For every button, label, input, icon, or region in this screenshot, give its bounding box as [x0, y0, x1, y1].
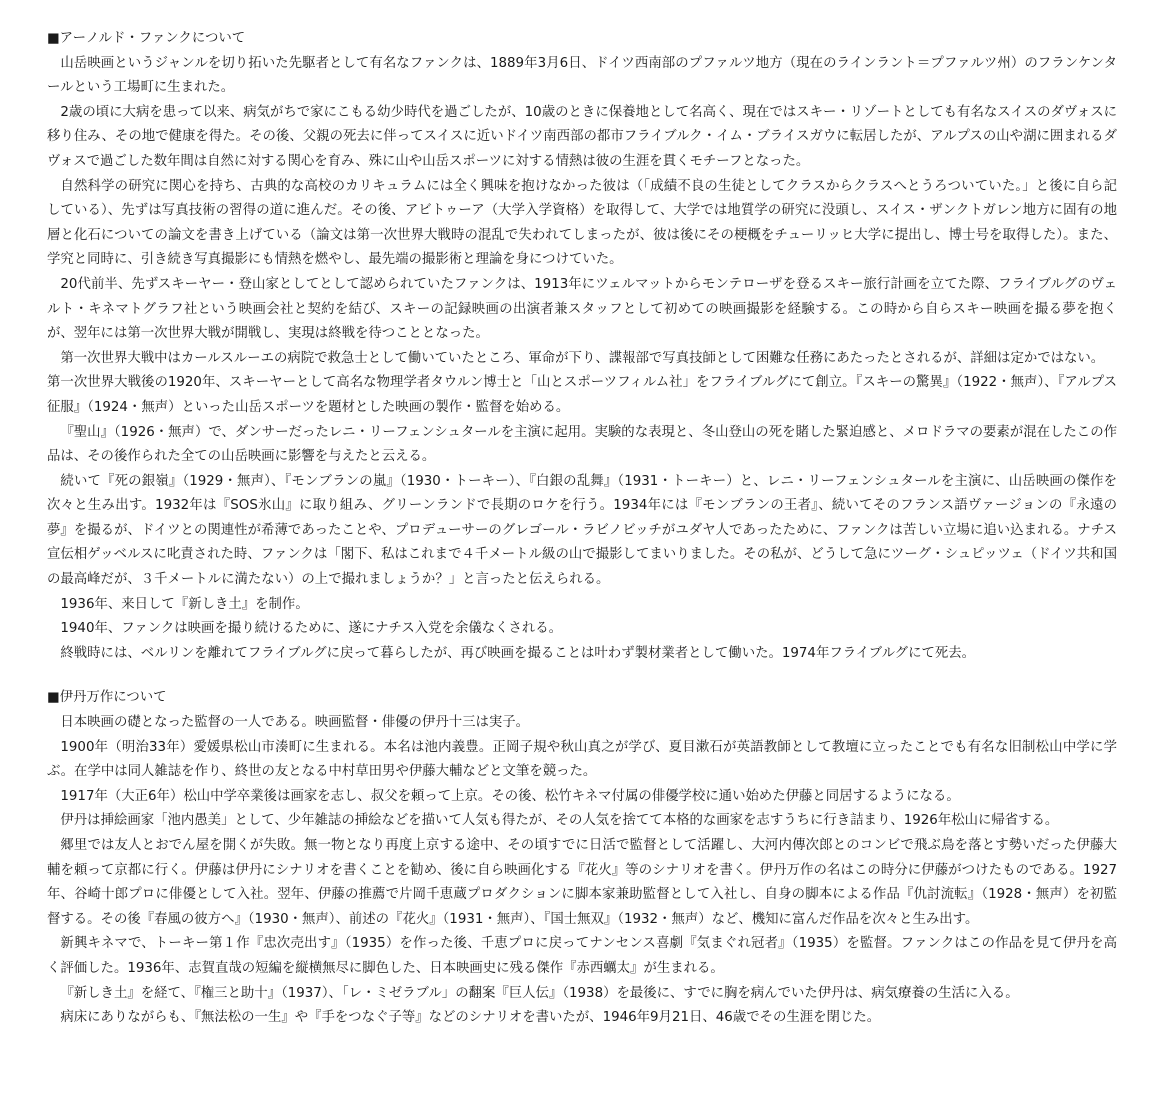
- section-itami: [47, 686, 1117, 1030]
- paragraph: 伊丹は挿絵画家「池内愚美」として、少年雑誌の挿絵などを描いて人気も得たが、その人気を捨てて本格的な画家を志すうちに行き詰まり、1926年松山に帰省する。: [60, 813, 1059, 829]
- paragraph: 第一次世界大戦中はカールスルーエの病院で救急士として働いていたところ、軍命が下り、諜報部で写真技師として困難な任務にあたったとされるが、詳細は定かではない。: [60, 350, 1105, 366]
- section-heading-itami: ■伊丹万作について: [47, 690, 167, 706]
- paragraph: 20代前半、先ずスキーヤー・登山家としてとして認められていたファンクは、1913年にツェルマットからモンテローザを登るスキー旅行計画を立てた際、フライブルグのヴェルト・キネマトグラフ社という映画会社と契約を結び、スキーの記録映画の出演者兼スタッフとして初めての映画撮影を経験する。この時から自らスキー映画を撮る夢を抱くが、翌年には第一次世界大戦が開戦し、実現は終戦を待つこととなった。: [47, 276, 1117, 342]
- paragraph: 病床にありながらも、『無法松の一生』や『手をつなぐ子等』などのシナリオを書いたが、1946年9月21日、46歳でその生涯を閉じた。: [60, 1010, 881, 1026]
- paragraph: 新興キネマで、トーキー第１作『忠次売出す』（1935）を作った後、千恵プロに戻ってナンセンス喜劇『気まぐれ冠者』（1935）を監督。ファンクはこの作品を見て伊丹を高く評価した。1936年、志賀直哉の短編を縦横無尽に脚色した、日本映画史に残る傑作『赤西蠣太』が生まれる。: [47, 936, 1117, 976]
- paragraph: 日本映画の礎となった監督の一人である。映画監督・俳優の伊丹十三は実子。: [60, 715, 530, 731]
- document-body: [47, 27, 1117, 1031]
- paragraph: 郷里では友人とおでん屋を開くが失敗。無一物となり再度上京する途中、その頃すでに日活で監督として活躍し、大河内傳次郎とのコンビで飛ぶ鳥を落とす勢いだった伊藤大輔を頼って京都に行く。伊藤は伊丹にシナリオを書くことを勧め、後に自ら映画化する『花火』等のシナリオを書く。伊丹万作の名はこの時分に伊藤がつけたものである。1927年、谷崎十郎プロに俳優として入社。翌年、伊藤の推薦で片岡千恵蔵プロダクションに脚本家兼助監督として入社し、自身の脚本による作品『仇討流転』（1928・無声）を初監督する。その後『春風の彼方へ』（1930・無声）、前述の『花火』（1931・無声）、『国士無双』（1932・無声）など、機知に富んだ作品を次々と生み出す。: [47, 838, 1117, 927]
- paragraph: 1900年（明治33年）愛媛県松山市湊町に生まれる。本名は池内義豊。正岡子規や秋山真之が学び、夏目漱石が英語教師として教壇に立ったことでも有名な旧制松山中学に学ぶ。在学中は同人雑誌を作り、終世の友となる中村草田男や伊藤大輔などと文筆を競った。: [47, 739, 1117, 780]
- section-spacer: [47, 666, 1117, 686]
- paragraph: 自然科学の研究に関心を持ち、古典的な高校のカリキュラムには全く興味を抱けなかった彼は（「成績不良の生徒としてクラスからクラスへとうろついていた。」と後に自ら記している）、先ずは写真技術の習得の道に進んだ。その後、アビトゥーア（大学入学資格）を取得して、大学では地質学の研究に没頭し、スイス・ザンクトガレン地方に固有の地層と化石についての論文を書き上げている（論文は第一次世界大戦時の混乱で失われてしまったが、彼は後にその梗概をチューリッヒ大学に提出し、博士号を取得した）。また、学究と同時に、引き続き写真撮影にも情熱を燃やし、最先端の撮影術と理論を身につけていた。: [47, 178, 1117, 268]
- paragraph: 山岳映画というジャンルを切り拓いた先駆者として有名なファンクは、1889年3月6日、ドイツ西南部のプファルツ地方（現在のラインラント＝プファルツ州）のフランケンタールという工場町に生まれた。: [47, 55, 1117, 96]
- paragraph: 『聖山』（1926・無声）で、ダンサーだったレニ・リーフェンシュタールを主演に起用。実験的な表現と、冬山登山の死を賭した緊迫感と、メロドラマの要素が混在したこの作品は、その後作られた全ての山岳映画に影響を与えたと云える。: [47, 424, 1117, 465]
- paragraph: 1940年、ファンクは映画を撮り続けるために、遂にナチス入党を余儀なくされる。: [60, 621, 563, 637]
- paragraph: 2歳の頃に大病を患って以来、病気がちで家にこもる幼少時代を過ごしたが、10歳のときに保養地として名高く、現在ではスキー・リゾートとしても有名なスイスのダヴォスに移り住み、その地で健康を得た。その後、父親の死去に伴ってスイスに近いドイツ南西部の都市フライブルク・イム・ブライスガウに転居したが、アルプスの山や湖に囲まれるダヴォスで過ごした数年間は自然に対する関心を育み、殊に山や山岳スポーツに対する情熱は彼の生涯を貫くモチーフとなった。: [47, 104, 1117, 169]
- section-funck: [47, 27, 1117, 666]
- paragraph: 続いて『死の銀嶺』（1929・無声）、『モンブランの嵐』（1930・トーキー）、『白銀の乱舞』（1931・トーキー）と、レニ・リーフェンシュタールを主演に、山岳映画の傑作を次々と生み出す。1932年は『SOS氷山』に取り組み、グリーンランドで長期のロケを行う。1934年には『モンブランの王者』、続いてそのフランス語ヴァージョンの『永遠の夢』を撮るが、ドイツとの関連性が希薄であったことや、プロデューサーのグレゴール・ラビノビッチがユダヤ人であったために、ファンクは苦しい立場に追い込まれる。ナチス宣伝相ゲッベルスに叱責された時、ファンクは「閣下、私はこれまで４千メートル級の山で撮影してまいりました。その私が、どうして急にツーグ・シュピッツェ（ドイツ共和国の最高峰だが、３千メートルに満たない）の上で撮れましょうか？」と言ったと伝えられる。: [47, 473, 1117, 588]
- paragraph: 第一次世界大戦後の1920年、スキーヤーとして高名な物理学者タウルン博士と「山とスポーツフィルム社」をフライブルグにて創立。『スキーの驚異』（1922・無声）、『アルプス征服』（1924・無声）といった山岳スポーツを題材とした映画の製作・監督を始める。: [47, 375, 1117, 415]
- paragraph: 終戦時には、ベルリンを離れてフライブルグに戻って暮らしたが、再び映画を撮ることは叶わず製材業者として働いた。1974年フライブルグにて死去。: [60, 645, 976, 661]
- paragraph: 1917年（大正6年）松山中学卒業後は画家を志し、叔父を頼って上京。その後、松竹キネマ付属の俳優学校に通い始めた伊藤と同居するようになる。: [60, 788, 960, 804]
- paragraph: 『新しき土』を経て、『権三と助十』（1937）、「レ・ミゼラブル」の翻案『巨人伝』（1938）を最後に、すでに胸を病んでいた伊丹は、病気療養の生活に入る。: [60, 985, 1019, 1001]
- paragraph: 1936年、来日して『新しき土』を制作。: [60, 596, 309, 612]
- section-heading-funck: ■アーノルド・ファンクについて: [47, 31, 246, 46]
